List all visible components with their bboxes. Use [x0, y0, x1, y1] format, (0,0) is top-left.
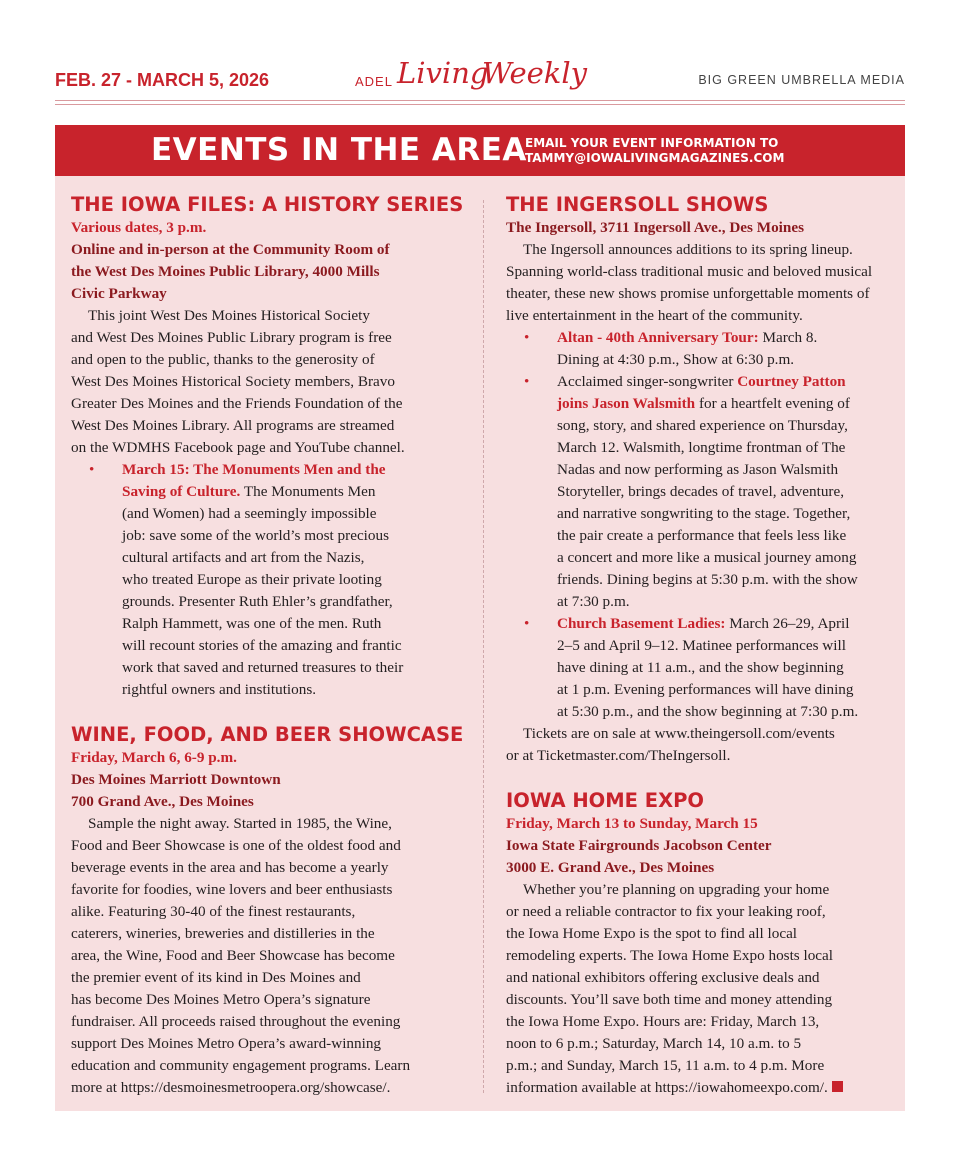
body-line: theater, these new shows promise unforgettable moments of	[506, 285, 870, 302]
body-text: information available at https://iowahomeexpo.com/.	[506, 1079, 828, 1096]
bullet-icon: •	[524, 615, 530, 632]
publisher-name: BIG GREEN UMBRELLA MEDIA	[698, 73, 905, 87]
bullet-line: Nadas and now performing as Jason Walsmith	[557, 461, 839, 478]
body-line: p.m.; and Sunday, March 15, 11 a.m. to 4 p.m. More	[506, 1057, 825, 1074]
bullet-line: at 1 p.m. Evening performances will have dining	[557, 681, 854, 698]
body-line: more at https://desmoinesmetroopera.org/showcase/.	[71, 1079, 391, 1096]
bullet-line: Ralph Hammett, was one of the men. Ruth	[122, 615, 382, 632]
event-location: Des Moines Marriott Downtown	[71, 771, 281, 788]
masthead-adel: ADEL	[355, 74, 393, 89]
bullet-line: and narrative songwriting to the stage. Together,	[557, 505, 851, 522]
body-line: the premier event of its kind in Des Moines and	[71, 969, 361, 986]
body-line: Whether you’re planning on upgrading your home	[523, 881, 830, 898]
event-location: Iowa State Fairgrounds Jacobson Center	[506, 837, 772, 854]
bullet-line: friends. Dining begins at 5:30 p.m. with the show	[557, 571, 858, 588]
body-line: The Ingersoll announces additions to its spring lineup.	[523, 241, 853, 258]
bullet-text: March 26–29, April	[725, 615, 850, 632]
body-line: live entertainment in the heart of the community.	[506, 307, 803, 324]
event-heading: THE IOWA FILES: A HISTORY SERIES	[71, 193, 464, 216]
bullet-item	[71, 459, 451, 701]
body-line: Spanning world-class traditional music and beloved musical	[506, 263, 873, 280]
banner-title: EVENTS IN THE AREA	[151, 132, 527, 168]
body-line: on the WDMHS Facebook page and YouTube channel.	[71, 439, 405, 456]
bullet-line: 2–5 and April 9–12. Matinee performances will	[557, 637, 846, 654]
bullet-line	[557, 613, 886, 635]
event-date: Friday, March 6, 6-9 p.m.	[71, 749, 237, 766]
body-line: or need a reliable contractor to fix your leaking roof,	[506, 903, 826, 920]
body-line: and open to the public, thanks to the generosity of	[71, 351, 375, 368]
header-divider	[55, 100, 905, 101]
bullet-line	[557, 393, 886, 415]
header-divider	[55, 104, 905, 105]
bullet-line: Dining at 4:30 p.m., Show at 6:30 p.m.	[557, 351, 795, 368]
event-location: Online and in-person at the Community Room of	[71, 241, 390, 258]
bullet-icon: •	[524, 329, 530, 346]
banner-email: TAMMY@IOWALIVINGMAGAZINES.COM	[525, 151, 785, 165]
bullet-line	[557, 371, 886, 393]
body-line	[506, 1077, 886, 1099]
body-line: the Iowa Home Expo is the spot to find all local	[506, 925, 798, 942]
bullet-line: job: save some of the world’s most precious	[122, 527, 390, 544]
masthead-weekly: Weekly	[482, 56, 587, 90]
event-location: 700 Grand Ave., Des Moines	[71, 793, 254, 810]
body-line: fundraiser. All proceeds raised throughout the evening	[71, 1013, 401, 1030]
bullet-title: Altan - 40th Anniversary Tour:	[557, 329, 759, 346]
bullet-icon: •	[89, 461, 95, 478]
body-line: area, the Wine, Food and Beer Showcase has become	[71, 947, 395, 964]
body-line: alike. Featuring 30-40 of the finest restaurants,	[71, 903, 356, 920]
bullet-line: song, story, and shared experience on Thursday,	[557, 417, 848, 434]
body-line: Greater Des Moines and the Friends Foundation of the	[71, 395, 403, 412]
bullet-icon: •	[524, 373, 530, 390]
body-line: discounts. You’ll save both time and money attending	[506, 991, 833, 1008]
bullet-title: Courtney Patton	[737, 373, 846, 390]
left-column	[71, 193, 464, 1099]
bullet-line: grounds. Presenter Ruth Ehler’s grandfather,	[122, 593, 393, 610]
event-heading: WINE, FOOD, AND BEER SHOWCASE	[71, 723, 464, 746]
end-mark-icon	[832, 1081, 843, 1092]
bullet-text: March 8.	[758, 329, 818, 346]
event-heading: THE INGERSOLL SHOWS	[506, 193, 769, 216]
body-line: West Des Moines Historical Society members, Bravo	[71, 373, 395, 390]
bullet-line: work that saved and returned treasures to their	[122, 659, 404, 676]
bullet-line: the pair create a performance that feels less like	[557, 527, 847, 544]
bullet-item	[506, 371, 886, 613]
body-line: West Des Moines Library. All programs are streamed	[71, 417, 395, 434]
column-divider	[483, 200, 485, 1093]
bullet-text: for a heartfelt evening of	[695, 395, 850, 412]
bullet-line: Storyteller, brings decades of travel, adventure,	[557, 483, 845, 500]
page-header	[55, 50, 905, 102]
body-line: has become Des Moines Metro Opera’s signature	[71, 991, 371, 1008]
bullet-line	[557, 327, 886, 349]
body-line: favorite for foodies, wine lovers and beer enthusiasts	[71, 881, 393, 898]
bullet-item	[506, 327, 886, 371]
bullet-line: have dining at 11 a.m., and the show beginning	[557, 659, 844, 676]
section-spacer	[506, 767, 886, 789]
body-line: This joint West Des Moines Historical Society	[88, 307, 370, 324]
bullet-line: March 12. Walsmith, longtime frontman of The	[557, 439, 846, 456]
bullet-text: The Monuments Men	[240, 483, 376, 500]
body-line: Tickets are on sale at www.theingersoll.com/events	[523, 725, 835, 742]
bullet-line: at 7:30 p.m.	[557, 593, 630, 610]
bullet-line: a concert and more like a musical journey among	[557, 549, 857, 566]
masthead-logo	[355, 56, 615, 100]
bullet-line: who treated Europe as their private looting	[122, 571, 382, 588]
bullet-title: Saving of Culture.	[122, 483, 241, 500]
event-location: 3000 E. Grand Ave., Des Moines	[506, 859, 715, 876]
banner-subtitle: EMAIL YOUR EVENT INFORMATION TO	[525, 136, 779, 150]
bullet-title: Church Basement Ladies:	[557, 615, 726, 632]
bullet-title: joins Jason Walsmith	[557, 395, 696, 412]
body-line: and West Des Moines Public Library program is free	[71, 329, 392, 346]
bullet-line: at 5:30 p.m., and the show beginning at 7:30 p.m.	[557, 703, 859, 720]
body-line: the Iowa Home Expo. Hours are: Friday, March 13,	[506, 1013, 820, 1030]
body-line: remodeling experts. The Iowa Home Expo hosts local	[506, 947, 834, 964]
bullet-item	[506, 613, 886, 723]
bullet-line: will recount stories of the amazing and frantic	[122, 637, 402, 654]
body-line: or at Ticketmaster.com/TheIngersoll.	[506, 747, 731, 764]
body-line: and national exhibitors offering exclusive deals and	[506, 969, 820, 986]
masthead-living: Living	[397, 56, 489, 90]
bullet-title: March 15: The Monuments Men and the	[122, 461, 386, 478]
body-line: education and community engagement programs. Learn	[71, 1057, 411, 1074]
bullet-line: cultural artifacts and art from the Nazis,	[122, 549, 365, 566]
section-spacer	[71, 701, 451, 723]
event-heading: IOWA HOME EXPO	[506, 789, 704, 812]
events-banner	[55, 125, 905, 176]
issue-date: FEB. 27 - MARCH 5, 2026	[55, 70, 270, 90]
body-line: support Des Moines Metro Opera’s award-winning	[71, 1035, 382, 1052]
body-line: beverage events in the area and has become a yearly	[71, 859, 389, 876]
right-column	[506, 193, 886, 1099]
bullet-line: (and Women) had a seemingly impossible	[122, 505, 377, 522]
body-line: Food and Beer Showcase is one of the oldest food and	[71, 837, 401, 854]
bullet-line	[122, 481, 451, 503]
event-location: the West Des Moines Public Library, 4000 Mills	[71, 263, 380, 280]
event-location: Civic Parkway	[71, 285, 167, 302]
event-date: Friday, March 13 to Sunday, March 15	[506, 815, 758, 832]
body-line: caterers, wineries, breweries and distilleries in the	[71, 925, 375, 942]
body-line: noon to 6 p.m.; Saturday, March 14, 10 a.m. to 5	[506, 1035, 802, 1052]
event-location: The Ingersoll, 3711 Ingersoll Ave., Des Moines	[506, 219, 804, 236]
events-panel	[55, 125, 905, 1111]
event-date: Various dates, 3 p.m.	[71, 219, 207, 236]
bullet-line: rightful owners and institutions.	[122, 681, 317, 698]
bullet-text: Acclaimed singer-songwriter	[557, 373, 738, 390]
body-line: Sample the night away. Started in 1985, the Wine,	[88, 815, 392, 832]
